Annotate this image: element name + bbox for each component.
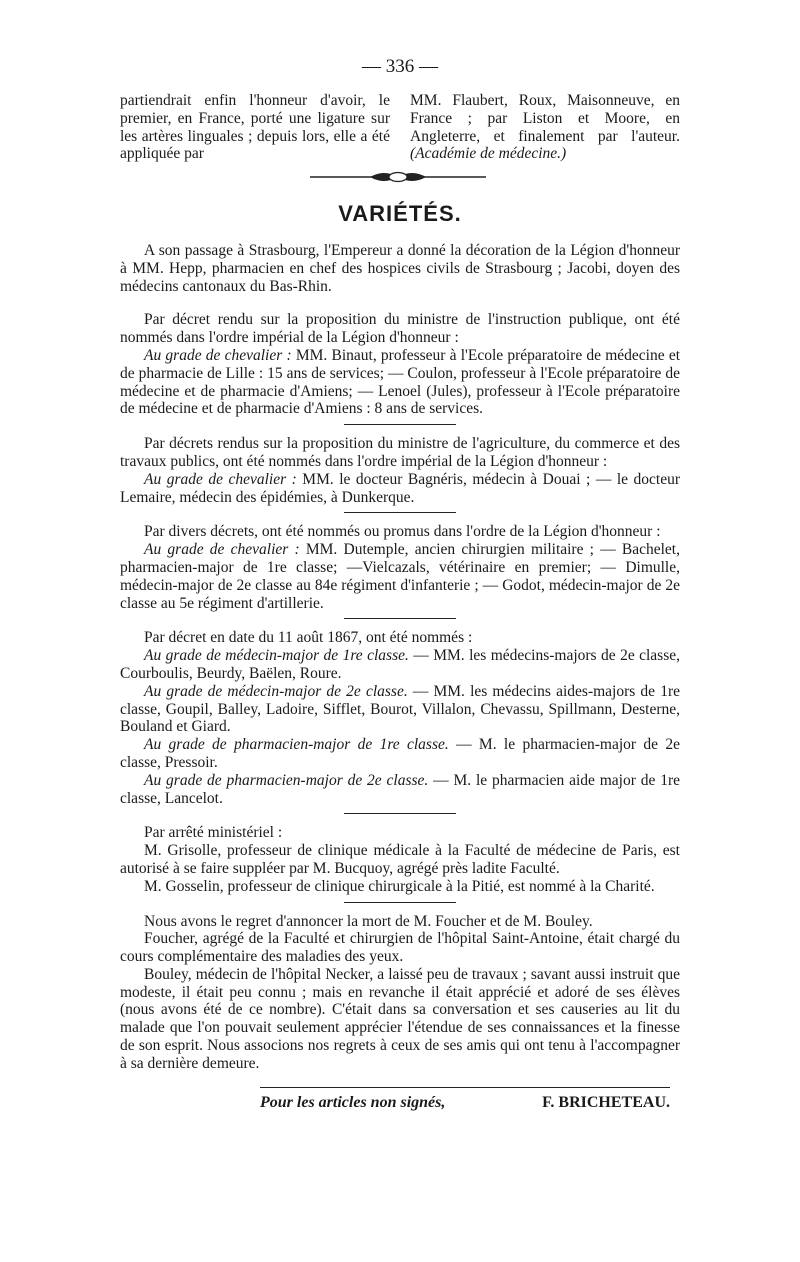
section-title: VARIÉTÉS. (338, 201, 462, 226)
grade-label: Au grade de chevalier : (144, 470, 297, 488)
page-number: — 336 — (362, 56, 438, 77)
separator-rule (344, 512, 456, 513)
paragraph-instruction-chevaliers (120, 347, 680, 418)
paragraph-decoration: A son passage à Strasbourg, l'Empereur a donné la décoration de la Légion d'honneur à MM. Hepp, pharmacien en chef des hospices civils de Strasbourg ; Jacobi, doyen des médecins cantonaux du Bas-Rhin. (120, 242, 680, 295)
grade-text: — MM. les médecins-majors de 2e classe, Courboulis, Beurdy, Baëlen, Roure. (120, 647, 681, 682)
grade-text: MM. le docteur Bagnéris, médecin à Douai ; — le docteur Lemaire, médecin des épidémies, à Dunkerque. (120, 470, 680, 506)
dividing-flourish-icon (310, 170, 486, 184)
grade-text: MM. Dutemple, ancien chirurgien militaire ; — Bachelet, pharmacien-major de 1re classe; —Vielcazals, vétérinaire en premier; — Dimulle, médecin-major de 2e classe au 84e régiment d'infanterie ; — Godot, médecin-major de 2e classe au 5e régiment d'artillerie. (120, 541, 680, 612)
paragraph-bouley: Bouley, médecin de l'hôpital Necker, a laissé peu de travaux ; savant aussi instruit que modeste, il était peu connu ; mais en revanche il était apprécié et adoré de ses élèves (nous avons été de ce nombre). C'était dans sa conversation et ses causeries au lit du malade que l'on pouvait seulement apprécier l'étendue de ses connaissances et la finesse de son esprit. Nous associons nos regrets à ceux de ses amis qui ont tenu à l'accompagner à sa dernière demeure. (120, 965, 680, 1072)
intro-left-column: partiendrait enfin l'honneur d'avoir, le premier, en France, porté une ligature sur les artères linguales ; depuis lors, elle a été appliquée par (120, 92, 390, 163)
grade-text: MM. Binaut, professeur à l'Ecole préparatoire de médecine et de pharmacie de Lille : 15 ans de services; — Coulon, professeur à l'Ecole préparatoire de médecine et de pharmacie d'Amiens; — Lenoel (Jules), professeur à l'Ecole préparatoire de médecine et de pharmacie d'Amiens : 8 ans de services. (120, 346, 681, 418)
paragraph-foucher: Foucher, agrégé de la Faculté et chirurgien de l'hôpital Saint-Antoine, était chargé du cours complémentaire des maladies des yeux. (120, 930, 680, 966)
signature-footer (260, 1087, 670, 1112)
paragraph-grisolle: M. Grisolle, professeur de clinique médicale à la Faculté de médecine de Paris, est autorisé à se faire suppléer par M. Bucquoy, agrégé près ladite Faculté. (120, 842, 680, 877)
paragraph-gosselin: M. Gosselin, professeur de clinique chirurgicale à la Pitié, est nommé à la Charité. (144, 877, 655, 895)
paragraph-pharmacien-major-2 (120, 772, 680, 808)
grade-text: — MM. les médecins aides-majors de 1re classe, Goupil, Balley, Ladoire, Sifflet, Bourot, Villalon, Chevassu, Spillmann, Desterne, Bouland et Giard. (120, 682, 680, 736)
grade-label: Au grade de médecin-major de 1re classe. (144, 647, 409, 665)
paragraph-medecin-major-2 (120, 683, 680, 736)
grade-label: Au grade de chevalier : (144, 346, 292, 364)
grade-text: — M. le pharmacien-major de 2e classe, Pressoir. (120, 736, 680, 771)
grade-label: Au grade de chevalier : (144, 541, 300, 559)
paragraph-medecin-major-1 (120, 647, 680, 683)
separator-rule (344, 813, 456, 814)
intro-right-text: MM. Flaubert, Roux, Maisonneuve, en France ; par Liston et Moore, en Angleterre, et finalement par l'auteur. (410, 92, 680, 145)
footer-note: Pour les articles non signés, (260, 1093, 446, 1111)
paragraph-august-decree: Par décret en date du 11 août 1867, ont été nommés : (144, 629, 473, 647)
grade-label: Au grade de pharmacien-major de 1re classe. (144, 736, 449, 754)
intro-source: (Académie de médecine.) (410, 145, 567, 163)
grade-label: Au grade de pharmacien-major de 2e classe. (144, 771, 429, 789)
separator-rule (344, 424, 456, 425)
grade-text: — M. le pharmacien aide major de 1re classe, Lancelot. (120, 771, 680, 807)
paragraph-instruction-decree: Par décret rendu sur la proposition du ministre de l'instruction publique, ont été nommés dans l'ordre impérial de la Légion d'honneur : (120, 311, 680, 347)
intro-columns (120, 92, 680, 163)
paragraph-obituary-intro: Nous avons le regret d'annoncer la mort de M. Foucher et de M. Bouley. (144, 912, 593, 930)
paragraph-various-decrees: Par divers décrets, ont été nommés ou promus dans l'ordre de la Légion d'honneur : (144, 523, 661, 541)
paragraph-ministerial-order: Par arrêté ministériel : (144, 824, 283, 842)
separator-rule (344, 618, 456, 619)
intro-right-column (410, 92, 680, 163)
article-body (120, 242, 680, 1111)
grade-label: Au grade de médecin-major de 2e classe. (144, 682, 408, 700)
paragraph-agriculture-decree: Par décrets rendus sur la proposition du ministre de l'agriculture, du commerce et des travaux publics, ont été nommés dans l'ordre impérial de la Légion d'honneur : (120, 435, 680, 470)
separator-rule (344, 902, 456, 903)
paragraph-various-chevaliers (120, 541, 680, 612)
editor-signature: F. BRICHETEAU. (542, 1093, 670, 1111)
paragraph-pharmacien-major-1 (120, 736, 680, 772)
paragraph-agriculture-chevaliers (120, 471, 680, 507)
